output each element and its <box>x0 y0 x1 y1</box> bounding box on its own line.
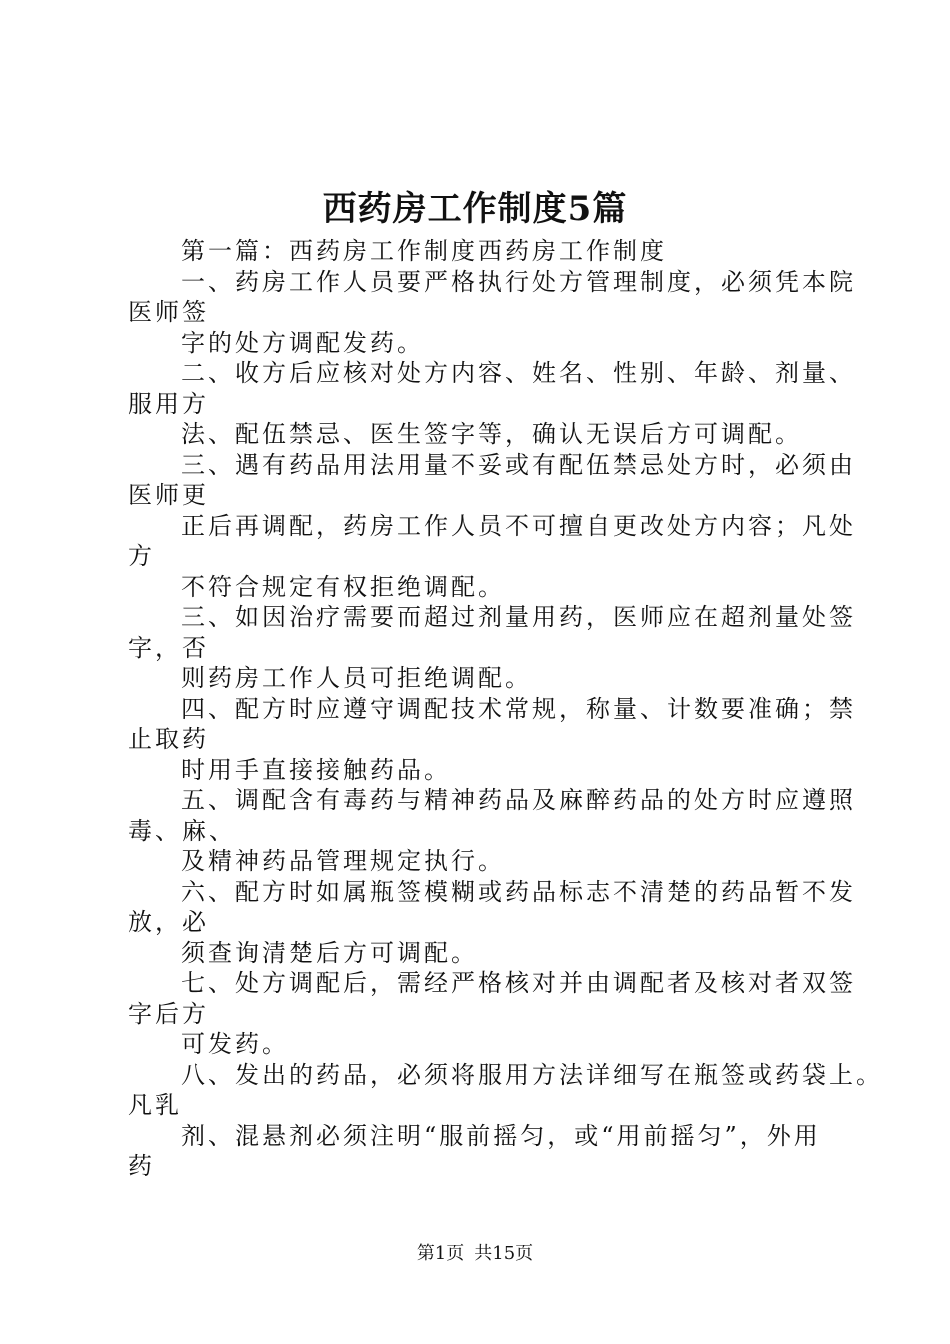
body-line: 医师更 <box>128 481 209 509</box>
body-line: 时用手直接接触药品。 <box>181 755 451 784</box>
body-line: 须查询清楚后方可调配。 <box>181 938 478 967</box>
document-body <box>128 236 883 1182</box>
body-line: 七、处方调配后，需经严格核对并由调配者及核对者双签 <box>181 969 856 997</box>
page-total: 共15页 <box>474 1243 534 1264</box>
body-line: 则药房工作人员可拒绝调配。 <box>181 664 532 692</box>
body-line: 止取药 <box>128 725 209 753</box>
body-line: 一、药房工作人员要严格执行处方管理制度，必须凭本院 <box>181 267 856 296</box>
page-number: 第1页 <box>416 1243 465 1264</box>
body-line: 六、配方时如属瓶签模糊或药品标志不清楚的药品暂不发 <box>181 877 856 906</box>
body-line: 三、遇有药品用法用量不妥或有配伍禁忌处方时，必须由 <box>181 450 856 479</box>
body-line: 字的处方调配发药。 <box>181 328 424 357</box>
body-line: 药 <box>128 1152 155 1180</box>
body-line: 正后再调配，药房工作人员不可擅自更改处方内容；凡处 <box>181 511 856 540</box>
body-line: 方 <box>128 542 155 570</box>
body-line: 凡乳 <box>128 1091 182 1119</box>
body-line: 剂、混悬剂必须注明“服前摇匀，或“用前摇匀”，外用 <box>181 1121 821 1150</box>
body-line: 医师签 <box>128 298 209 326</box>
body-line: 法、配伍禁忌、医生签字等，确认无误后方可调配。 <box>181 420 802 448</box>
body-line: 放，必 <box>128 908 209 936</box>
body-line: 字，否 <box>128 633 209 662</box>
body-line: 五、调配含有毒药与精神药品及麻醉药品的处方时应遵照 <box>181 786 856 814</box>
body-line: 八、发出的药品，必须将服用方法详细写在瓶签或药袋上。 <box>181 1060 883 1089</box>
body-line: 不符合规定有权拒绝调配。 <box>181 572 505 601</box>
body-line: 四、配方时应遵守调配技术常规，称量、计数要准确；禁 <box>181 694 856 723</box>
body-line: 毒、麻、 <box>128 816 236 845</box>
body-line: 字后方 <box>128 999 209 1028</box>
body-line: 服用方 <box>128 389 209 418</box>
body-line: 二、收方后应核对处方内容、姓名、性别、年龄、剂量、 <box>181 359 856 387</box>
page-footer <box>0 1242 950 1266</box>
body-line: 可发药。 <box>181 1030 289 1058</box>
document-title: 西药房工作制度5篇 <box>322 189 628 229</box>
body-line: 第一篇：西药房工作制度西药房工作制度 <box>181 237 667 265</box>
body-line: 及精神药品管理规定执行。 <box>181 847 505 875</box>
body-line: 三、如因治疗需要而超过剂量用药，医师应在超剂量处签 <box>181 603 856 631</box>
